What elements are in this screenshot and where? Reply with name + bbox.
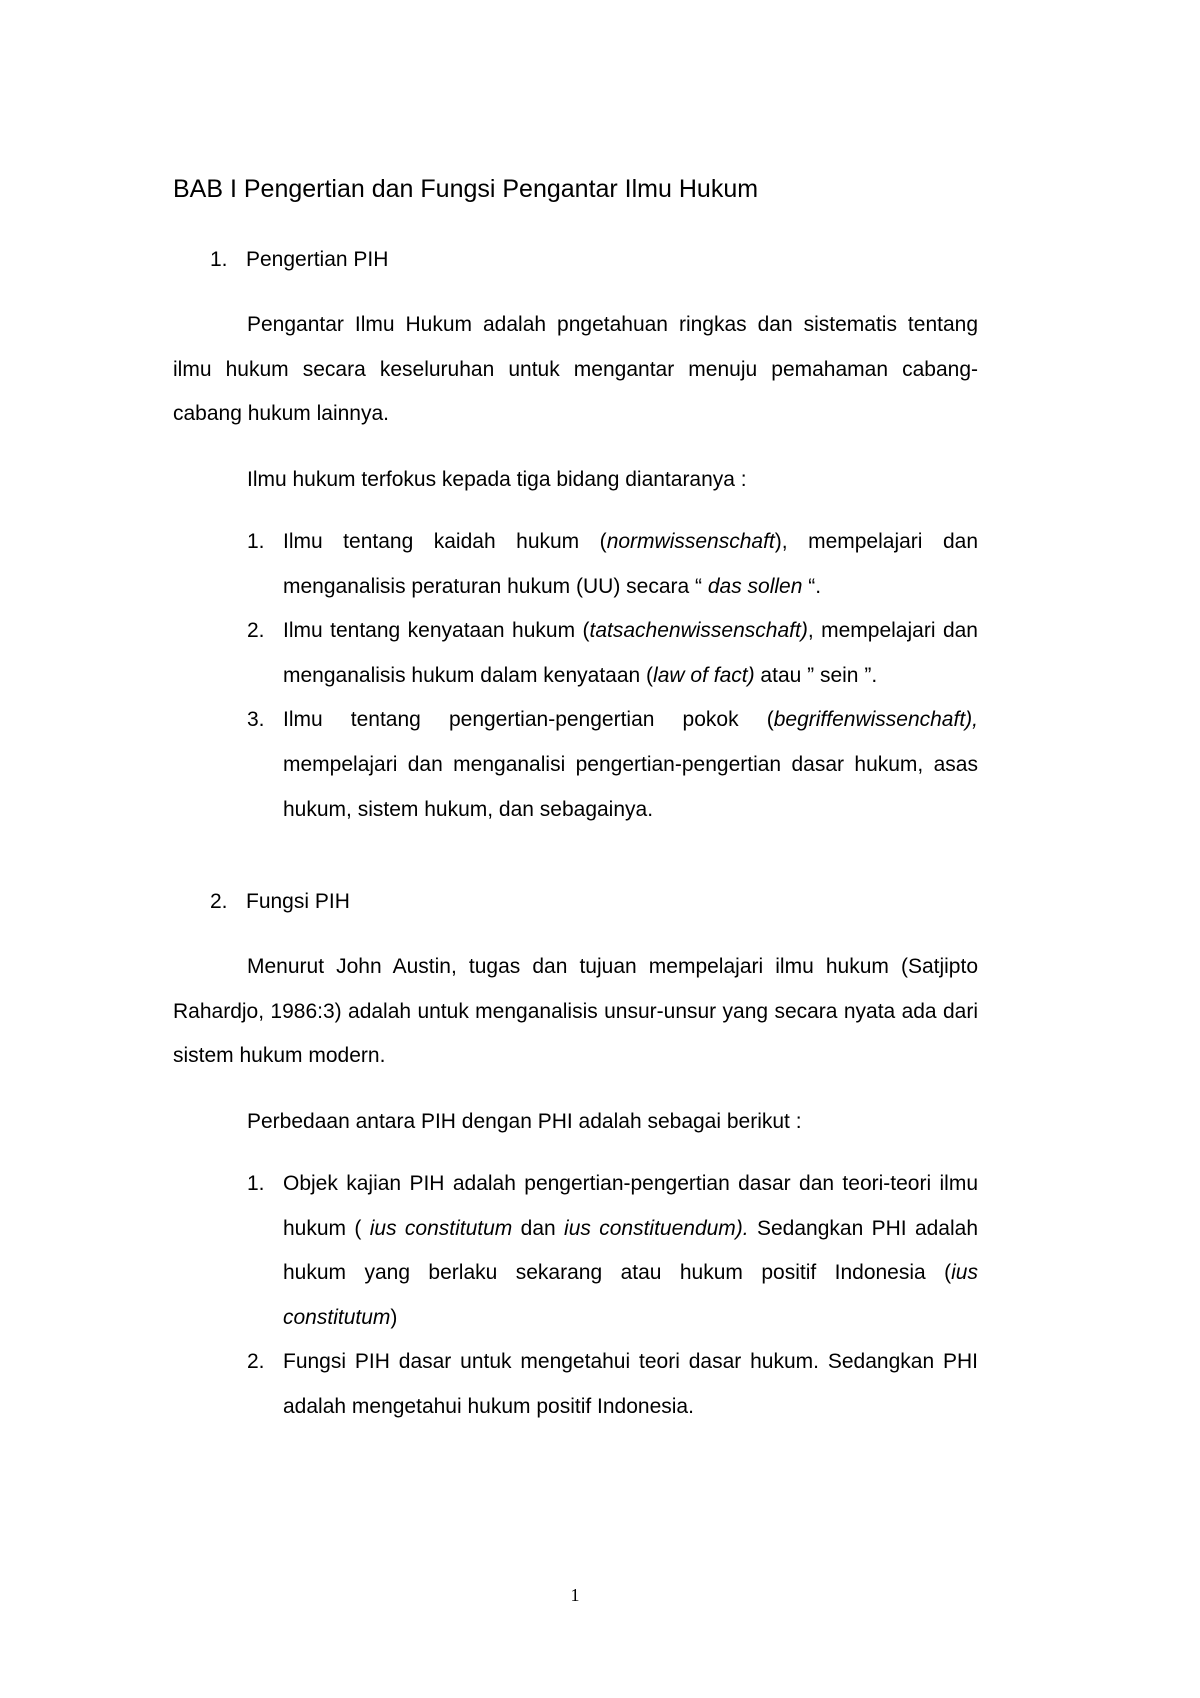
section-number: 1.: [210, 248, 228, 271]
list-item: 1. Objek kajian PIH adalah pengertian-pengertian dasar dan teori-teori ilmu hukum ( ius constitutum dan ius constituendum). Sedangkan PHI adalah hukum yang berlaku sekarang atau hukum positif Indonesia (ius constitutum): [247, 1172, 978, 1329]
section-heading-fungsi: [210, 887, 350, 917]
list-item: 2. Fungsi PIH dasar untuk mengetahui teori dasar hukum. Sedangkan PHI adalah mengetahui hukum positif Indonesia.: [247, 1350, 978, 1418]
section-title: Fungsi PIH: [246, 890, 350, 913]
chapter-title: BAB I Pengertian dan Fungsi Pengantar Ilmu Hukum: [173, 175, 759, 203]
section-number: 2.: [210, 890, 228, 913]
paragraph-pengertian: Pengantar Ilmu Hukum adalah pngetahuan ringkas dan sistematis tentang ilmu hukum secara keseluruhan untuk mengantar menuju pemahaman cabang-cabang hukum lainnya.: [173, 313, 978, 426]
section-heading-pengertian: [210, 245, 388, 275]
perbedaan-list: [247, 1162, 978, 1430]
list-intro: Perbedaan antara PIH dengan PHI adalah sebagai berikut :: [247, 1110, 802, 1133]
page-number: 1: [570, 1585, 580, 1605]
list-item: 3. Ilmu tentang pengertian-pengertian pokok (begriffenwissenchaft), mempelajari dan menganalisi pengertian-pengertian dasar hukum, asas hukum, sistem hukum, dan sebagainya.: [247, 708, 978, 821]
list-intro: Ilmu hukum terfokus kepada tiga bidang diantaranya :: [247, 468, 747, 491]
list-item: 2. Ilmu tentang kenyataan hukum (tatsachenwissenschaft), mempelajari dan menganalisis hukum dalam kenyataan (law of fact) atau ” sein ”.: [247, 619, 978, 687]
list-item: 1. Ilmu tentang kaidah hukum (normwissenschaft), mempelajari dan menganalisis peraturan hukum (UU) secara “ das sollen “.: [247, 530, 979, 598]
paragraph-fungsi: Menurut John Austin, tugas dan tujuan mempelajari ilmu hukum (Satjipto Rahardjo, 1986:3) adalah untuk menganalisis unsur-unsur yang secara nyata ada dari sistem hukum modern.: [173, 955, 978, 1068]
section-title: Pengertian PIH: [246, 248, 389, 271]
fokus-bidang-list: [247, 520, 978, 832]
